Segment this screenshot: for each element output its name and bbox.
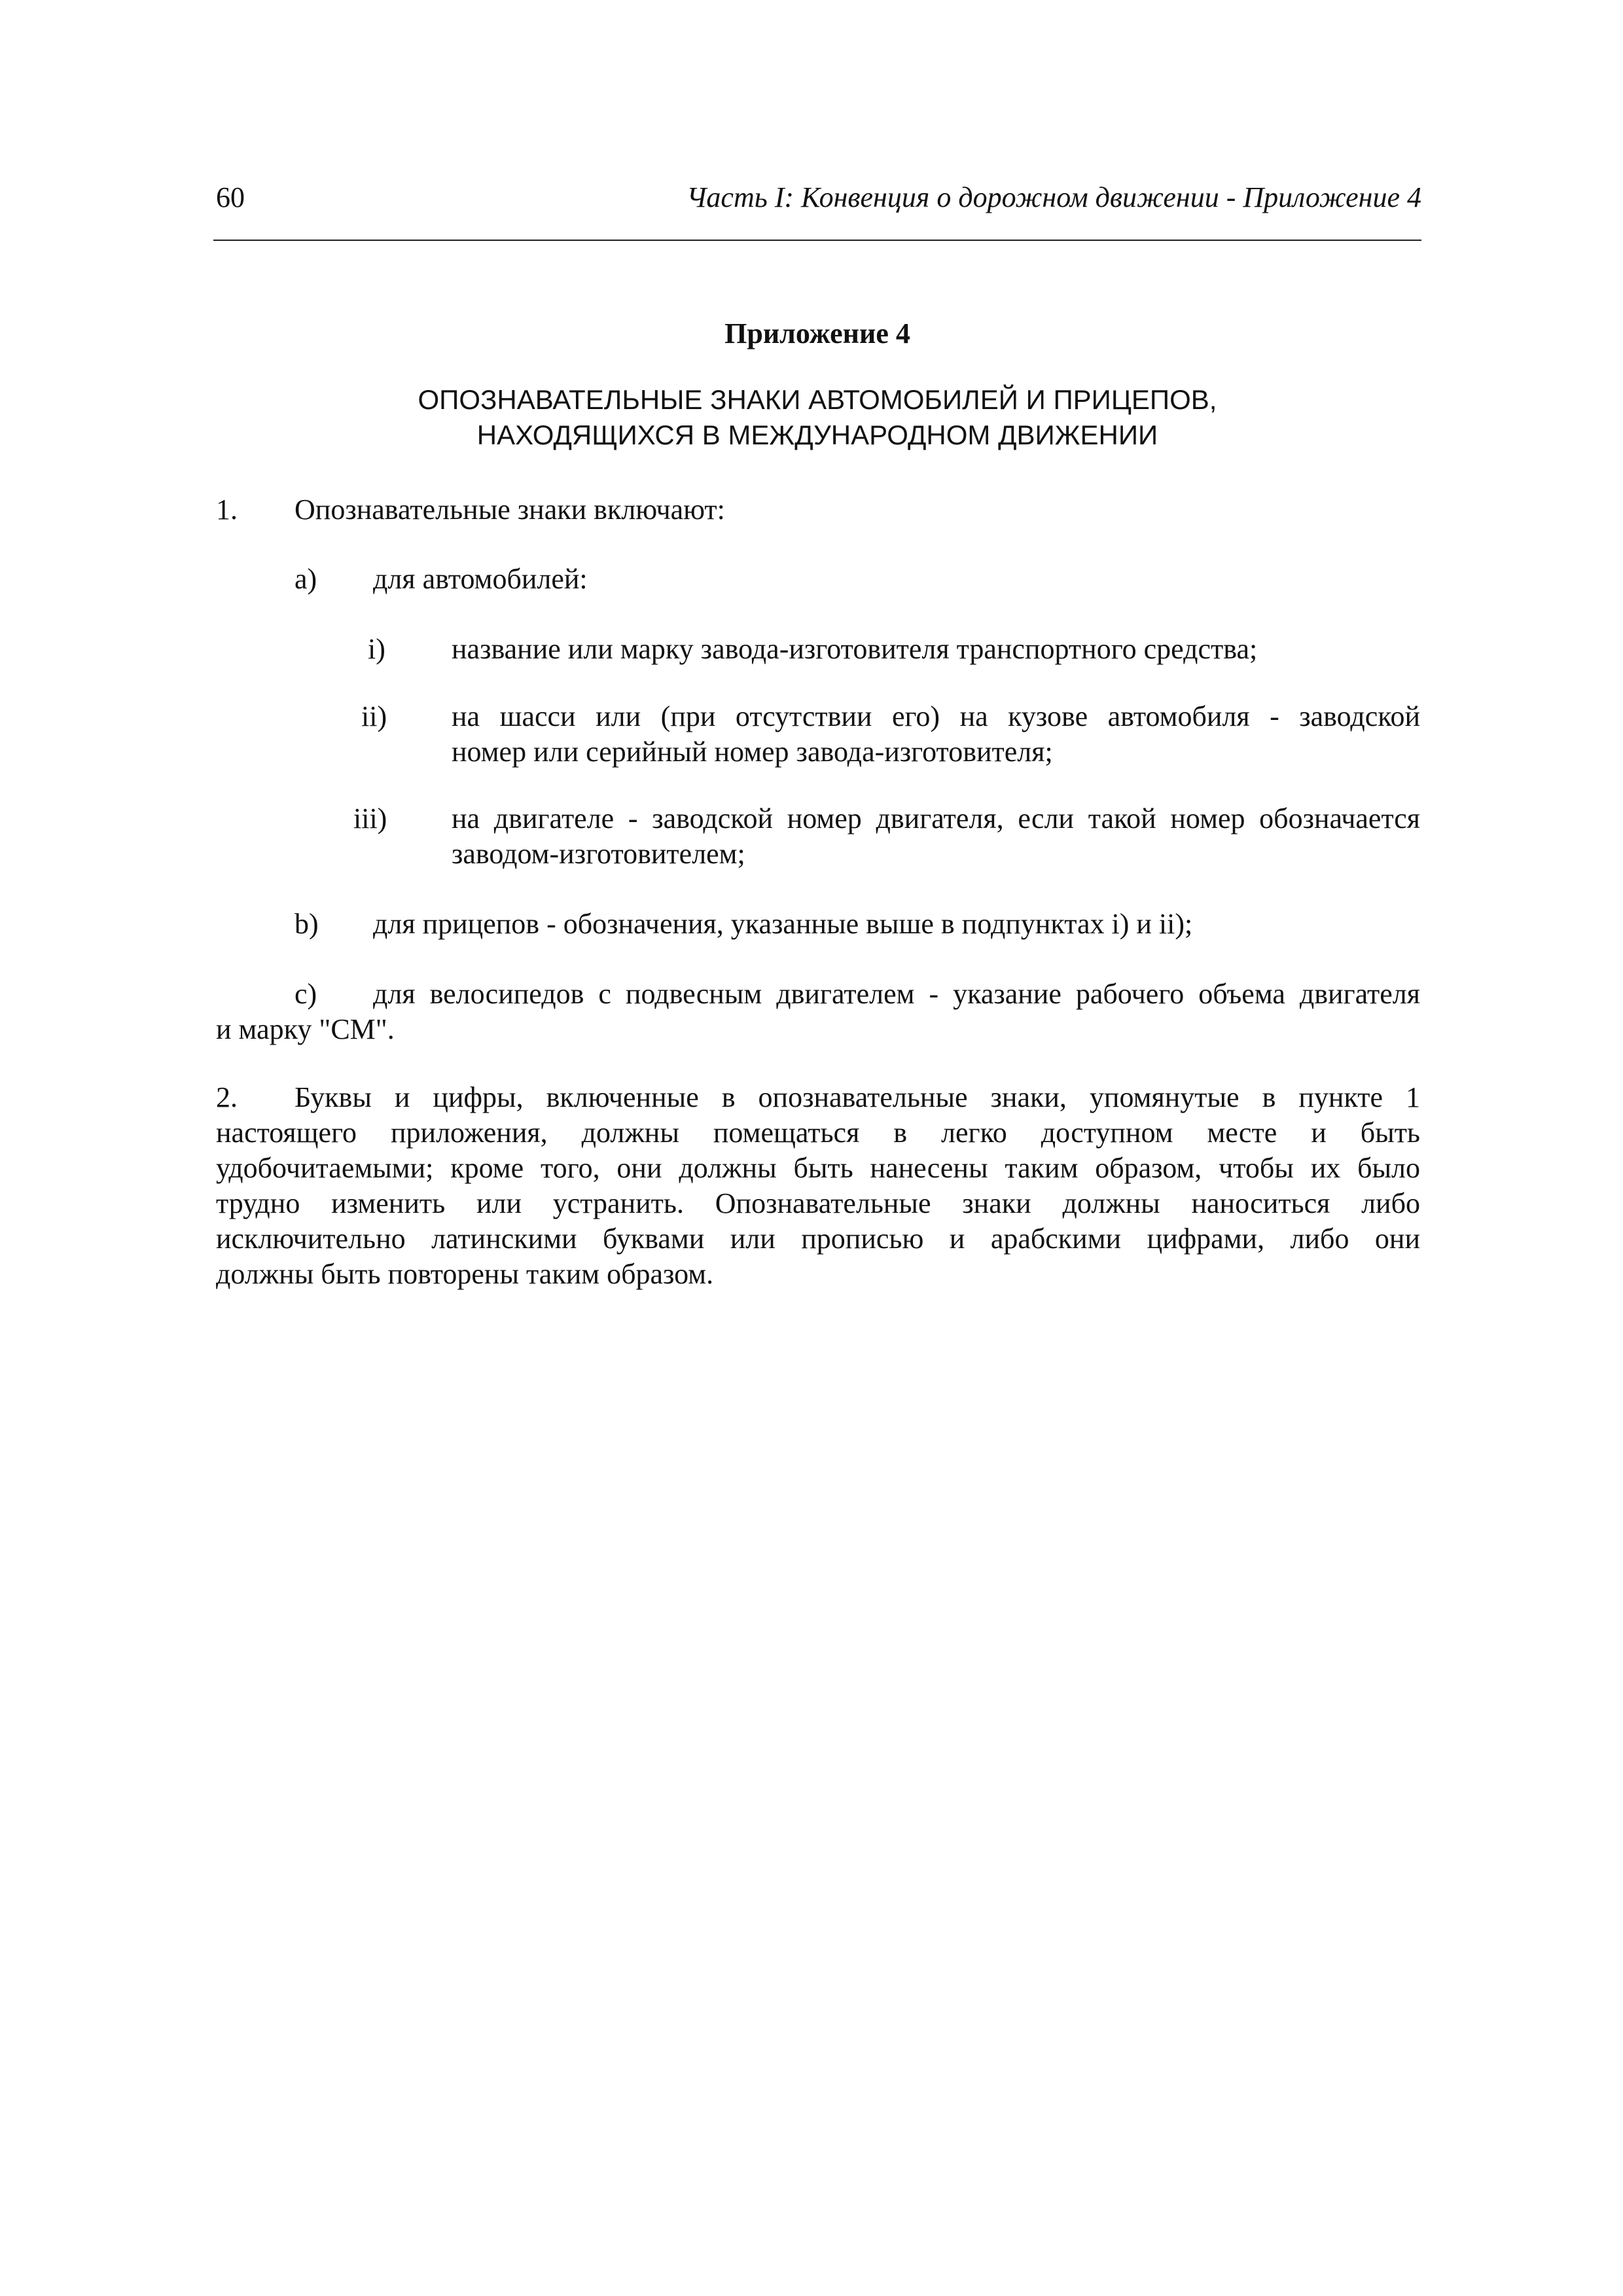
- sub-ii-line-2: номер или серийный номер завода-изготовителя;: [452, 736, 1053, 768]
- annex-heading-line-1: ОПОЗНАВАТЕЛЬНЫЕ ЗНАКИ АВТОМОБИЛЕЙ И ПРИЦЕПОВ,: [418, 384, 1217, 415]
- item-a-marker: a): [294, 563, 317, 595]
- sub-iii-marker: iii): [353, 802, 387, 834]
- sub-ii-text: [452, 699, 1420, 770]
- sub-i-text: название или марку завода-изготовителя транспортного средства;: [452, 633, 1258, 665]
- item-c-marker: c): [294, 978, 317, 1010]
- section-2-text: [216, 1080, 1420, 1292]
- section-2-line-3: удобочитаемыми; кроме того, они должны быть нанесены таким образом, чтобы их было: [216, 1152, 1420, 1184]
- running-title: Часть I: Конвенция о дорожном движении - Приложение 4: [687, 181, 1421, 213]
- item-a-text: для автомобилей:: [373, 563, 588, 595]
- sub-i-marker: i): [368, 633, 385, 665]
- section-2-line-4: трудно изменить или устранить. Опознавательные знаки должны наноситься либо: [216, 1187, 1420, 1219]
- section-2-line-1: Буквы и цифры, включенные в опознавательные знаки, упомянутые в пункте 1: [294, 1081, 1420, 1113]
- section-1-number: 1.: [216, 493, 238, 526]
- page-header: [213, 178, 1421, 224]
- section-2-line-6: должны быть повторены таким образом.: [216, 1258, 714, 1290]
- sub-ii-marker: ii): [361, 700, 387, 732]
- item-b-text: для прицепов - обозначения, указанные выше в подпунктах i) и ii);: [373, 908, 1193, 940]
- section-1-intro: Опознавательные знаки включают:: [294, 493, 725, 526]
- section-2-number: 2.: [216, 1081, 238, 1113]
- annex-title: Приложение 4: [724, 317, 910, 350]
- item-c-line-2: и марку "CM".: [216, 1013, 395, 1045]
- annex-heading: [213, 382, 1421, 453]
- item-c-text: [216, 977, 1420, 1047]
- sub-iii-line-2: заводом-изготовителем;: [452, 838, 745, 870]
- annex-heading-line-2: НАХОДЯЩИХСЯ В МЕЖДУНАРОДНОМ ДВИЖЕНИИ: [476, 420, 1158, 450]
- item-c-line-1: для велосипедов с подвесным двигателем - указание рабочего объема двигателя: [373, 978, 1420, 1010]
- sub-iii-line-1: на двигателе - заводской номер двигателя, если такой номер обозначается: [452, 802, 1420, 834]
- sub-ii-line-1: на шасси или (при отсутствии его) на кузове автомобиля - заводской: [452, 700, 1420, 732]
- section-2-line-2: настоящего приложения, должны помещаться в легко доступном месте и быть: [216, 1117, 1420, 1149]
- page-number: 60: [216, 181, 245, 213]
- sub-iii-text: [452, 801, 1420, 872]
- section-2-line-5: исключительно латинскими буквами или прописью и арабскими цифрами, либо они: [216, 1223, 1420, 1255]
- header-divider: [213, 240, 1421, 241]
- item-b-marker: b): [294, 908, 319, 940]
